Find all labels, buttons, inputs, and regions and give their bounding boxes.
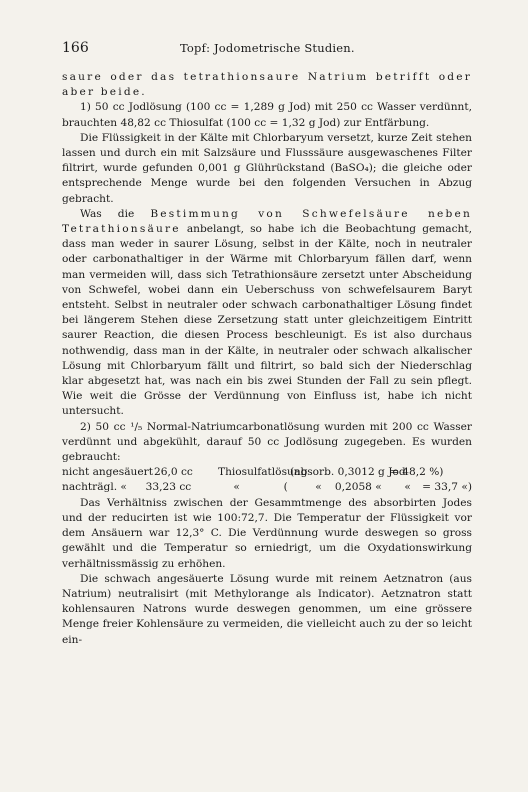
running-title: Topf: Jodometrische Studien.	[179, 41, 355, 55]
page-number: 166	[62, 40, 89, 56]
row2-absorbed: 0,2058 «	[334, 481, 382, 494]
row2-ditto-2: «	[315, 481, 322, 494]
paragraph-4	[62, 207, 472, 420]
row2-ditto-1: «	[233, 481, 240, 494]
paragraph-3: Die Flüssigkeit in der Kälte mit Chlorbaryum versetzt, kurze Zeit stehen lassen und durch ein mit Salzsäure und Flusssäure ausgewaschenes Filter filtrirt, wurde gefunden 0,001 g Glührückstand (BaSO₄); die gleiche oder entsprechende Menge wurde bei den folgenden Versuchen in Abzug gebracht.	[62, 131, 472, 205]
row2-ditto-3: «	[404, 481, 411, 494]
spaced-heading-text: Bestimmung von Schwefelsäure neben Tetrathionsäure	[62, 207, 472, 236]
row2-paren: (	[283, 481, 288, 494]
result-row-2	[62, 480, 472, 495]
row2-volume: 33,23 cc	[145, 481, 192, 494]
row1-volume: 26,0 cc	[154, 466, 193, 479]
paragraph-5: 2) 50 cc ¹/₅ Normal-Natriumcarbonatlösung wurden mit 200 cc Wasser verdünnt und abgekühlt, darauf 50 cc Jodlösung zugegeben. Es wurden gebraucht:	[62, 420, 472, 464]
row2-percent: = 33,7 «)	[422, 481, 472, 494]
row1-percent: = 48,2 %)	[390, 466, 444, 479]
row2-label: nachträgl. «	[62, 481, 127, 494]
row1-solution: Thiosulfatlösung	[218, 466, 308, 479]
paragraph-4-body: anbelangt, so habe ich die Beobachtung gemacht, dass man weder in saurer Lösung, selbst in der Kälte, noch in neutraler oder carbonathaltiger in der Wärme mit Chlorbaryum fällen darf, wenn man vermeiden will, dass sich Tetrathionsäure zersetzt unter Abscheidung von Schwefel, wobei dann ein Ueberschuss von schwefelsaurem Baryt entsteht. Selbst in neutraler oder schwach carbonathaltiger Lösung findet bei längerem Stehen diese Zersetzung statt unter gleichzeitigem Eintritt saurer Reaction, die diesen Process beschleunigt. Es ist also durchaus nothwendig, dass man in der Kälte, in neutraler oder schwach alkalischer Lösung mit Chlorbaryum fällt und filtrirt, so bald sich der Niederschlag klar abgesetzt hat, was nach ein bis zwei Stunden der Fall zu sein pflegt. Wie weit die Grösse der Verdünnung von Einfluss ist, habe ich nicht untersucht.	[62, 223, 472, 418]
paragraph-4-pre: Was die	[80, 207, 151, 220]
page-header	[62, 40, 472, 56]
body-text	[62, 70, 472, 648]
paragraph-7: Die schwach angesäuerte Lösung wurde mit reinem Aetznatron (aus Natrium) neutralisirt (mit Methylorange als Indicator). Aetznatron statt kohlensauren Natrons wurde deswegen genommen, um eine grössere Menge freier Kohlensäure zu vermeiden, die vielleicht auch zu der so leicht ein-	[62, 572, 472, 646]
row1-absorbed: (absorb. 0,3012 g Jod	[290, 466, 406, 479]
row1-label: nicht angesäuert	[62, 466, 153, 479]
paragraph-2: 1) 50 cc Jodlösung (100 cc = 1,289 g Jod) mit 250 cc Wasser verdünnt, brauchten 48,82 cc Thiosulfat (100 cc = 1,32 g Jod) zur Entfärbung.	[62, 101, 472, 129]
paragraph-1	[62, 70, 472, 100]
paragraph-6: Das Verhältniss zwischen der Gesammtmenge des absorbirten Jodes und der reducirten ist wie 100:72,7. Die Temperatur der Flüssigkeit vor dem Ansäuern war 12,3° C. Die Verdünnung wurde deswegen so gross gewählt und die Temperatur so erniedrigt, um die Oxydationswirkung verhältnissmässig zu erhöhen.	[62, 496, 472, 570]
spaced-text: saure oder das tetrathionsaure Natrium betrifft oder aber beide.	[62, 71, 472, 99]
result-row-1	[62, 465, 472, 480]
